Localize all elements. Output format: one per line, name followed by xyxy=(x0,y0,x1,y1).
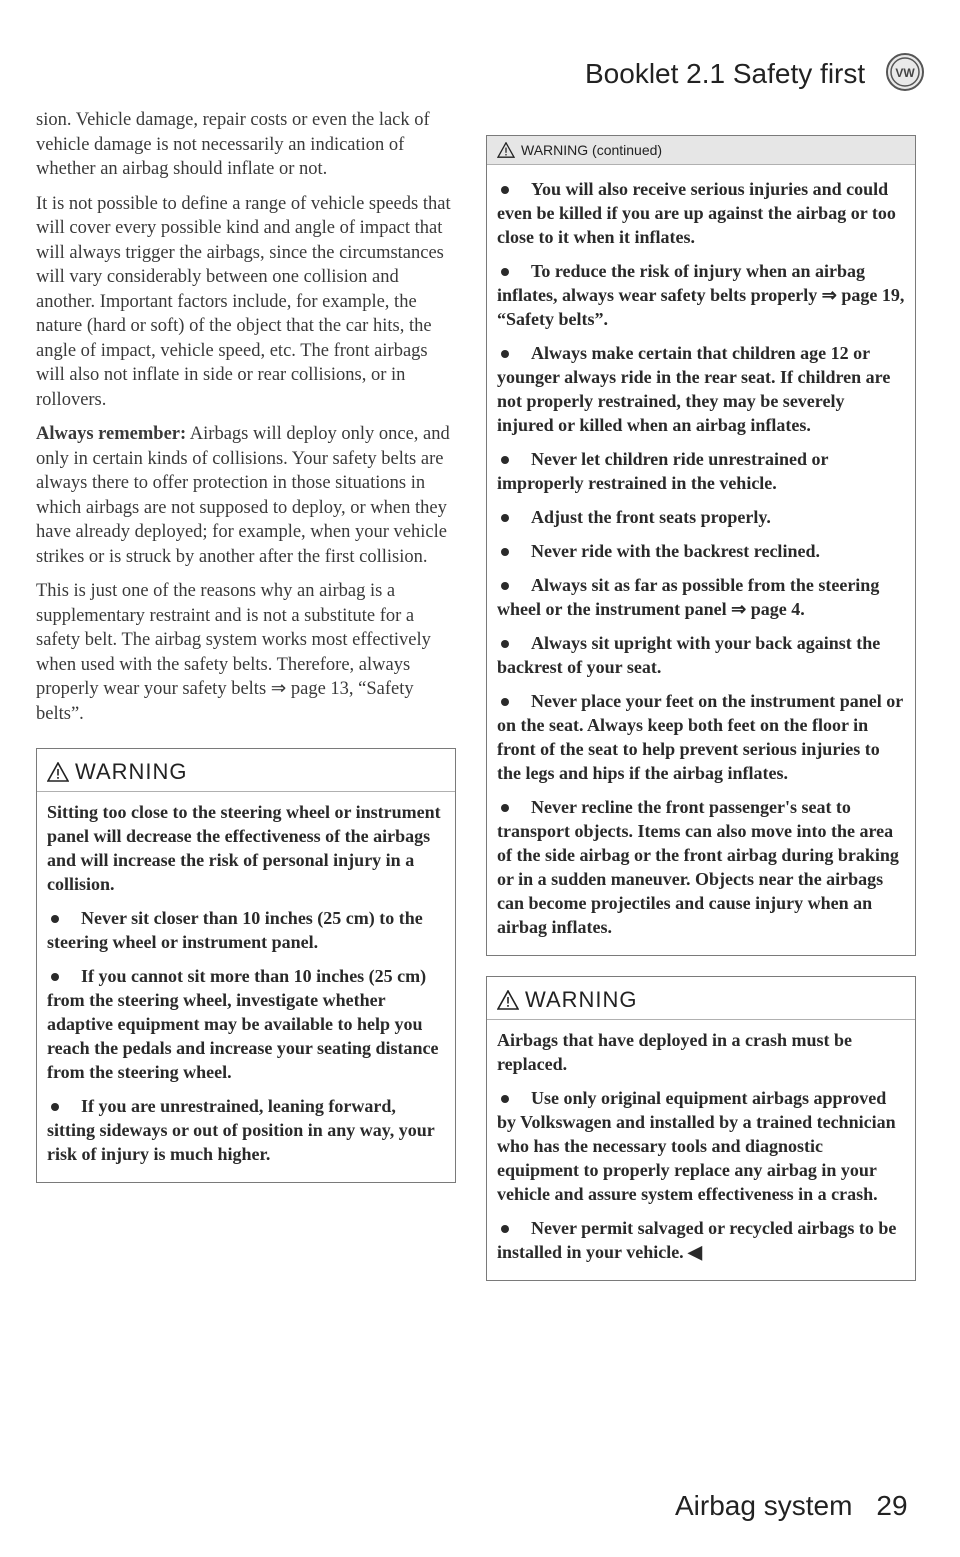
warning-title: WARNING (continued) xyxy=(521,142,663,158)
warning-box-left xyxy=(36,748,456,1183)
warning-triangle-icon xyxy=(497,990,519,1010)
warning-body xyxy=(487,165,915,955)
page-header xyxy=(585,52,925,102)
warning-header xyxy=(487,977,915,1020)
warning-body xyxy=(487,1020,915,1280)
list-item: If you cannot sit more than 10 inches (25 cm) from the steering wheel, investigate whether adaptive equipment may be available to help you reach the pedals and increase your seating distance from the steering wheel. xyxy=(47,964,445,1084)
list-item: Always make certain that children age 12 or younger always ride in the rear seat. If children are not properly restrained, they may be severely injured or killed when an airbag inflates. xyxy=(497,341,905,437)
warning-intro: Sitting too close to the steering wheel or instrument panel will decrease the effectiveness of the airbags and will increase the risk of personal injury in a collision. xyxy=(47,802,441,894)
list-item: If you are unrestrained, leaning forward, sitting sideways or out of position in any way, your risk of injury is much higher. xyxy=(47,1094,445,1166)
list-item: Never let children ride unrestrained or improperly restrained in the vehicle. xyxy=(497,447,905,495)
paragraph-remember xyxy=(36,422,456,569)
vw-logo-icon xyxy=(885,52,925,92)
warning-intro: Airbags that have deployed in a crash must be replaced. xyxy=(497,1030,853,1074)
warning-triangle-icon xyxy=(497,142,515,158)
page-footer xyxy=(675,1490,935,1522)
list-item: Always sit upright with your back against the backrest of your seat. xyxy=(497,631,905,679)
list-item: Never place your feet on the instrument panel or on the seat. Always keep both feet on the floor in front of the seat to help prevent serious injuries to the legs and hips if the airbag inflates. xyxy=(497,689,905,785)
remember-text: Airbags will deploy only once, and only in certain kinds of collisions. Your safety belts are always there to offer protection in those situations in which airbags are not supposed to deploy, or when they have already deployed; for example, when your vehicle strikes or is struck by another after the first collision. xyxy=(36,424,450,567)
paragraph: It is not possible to define a range of vehicle speeds that will cover every possible kind and angle of impact that will always trigger the airbags, since the circumstances will vary considerably between one collision and another. Important factors include, for example, the nature (hard or soft) of the object that the car hits, the angle of impact, vehicle speed, etc. The front airbags will also not inflate in side or rear collisions, or in rollovers. xyxy=(36,193,451,410)
list-item: Never sit closer than 10 inches (25 cm) to the steering wheel or instrument panel. xyxy=(47,906,445,954)
list-item: To reduce the risk of injury when an airbag inflates, always wear safety belts properly ⇒ page 19, “Safety belts”. xyxy=(497,261,905,329)
warning-triangle-icon xyxy=(47,762,69,782)
warning-body xyxy=(37,792,455,1182)
left-column xyxy=(36,108,456,1183)
warning-title: WARNING xyxy=(75,759,188,784)
booklet-title: Booklet 2.1 Safety first xyxy=(585,58,866,89)
list-item: You will also receive serious injuries and could even be killed if you are up against the airbag or too close to it when it inflates. xyxy=(497,177,905,249)
right-column xyxy=(486,135,916,1281)
remember-label: Always remember: xyxy=(36,424,187,444)
list-item: Adjust the front seats properly. xyxy=(497,505,905,529)
paragraph: This is just one of the reasons why an airbag is a supplementary restraint and is not a substitute for a safety belt. The airbag system works most effectively when used with the safety belts. Therefore, always properly wear your safety belts ⇒ page 13, “Safety belts”. xyxy=(36,581,431,724)
warning-title: WARNING xyxy=(525,987,638,1012)
warning-box-continued xyxy=(486,135,916,956)
svg-text:VW: VW xyxy=(895,66,915,80)
page-number: 29 xyxy=(876,1490,908,1521)
list-item: Never recline the front passenger's seat to transport objects. Items can also move into the area of the side airbag or the front airbag during braking or in a sudden maneuver. Objects near the airbags can become projectiles and cause injury when an airbag inflates. xyxy=(497,795,905,939)
list-item: Always sit as far as possible from the steering wheel or the instrument panel ⇒ page 4. xyxy=(497,573,905,621)
warning-box-replace xyxy=(486,976,916,1281)
paragraph: sion. Vehicle damage, repair costs or even the lack of vehicle damage is not necessarily an indication of whether an airbag should inflate or not. xyxy=(36,110,430,179)
warning-header-continued xyxy=(487,136,915,165)
section-name: Airbag system xyxy=(675,1490,853,1521)
list-item: Never ride with the backrest reclined. xyxy=(497,539,905,563)
warning-header xyxy=(37,749,455,792)
list-item: Use only original equipment airbags approved by Volkswagen and installed by a trained technician who has the necessary tools and diagnostic equipment to properly replace any airbag in your vehicle and assure system effectiveness in a crash. xyxy=(497,1086,905,1206)
list-item: Never permit salvaged or recycled airbags to be installed in your vehicle. ◀ xyxy=(497,1216,905,1264)
